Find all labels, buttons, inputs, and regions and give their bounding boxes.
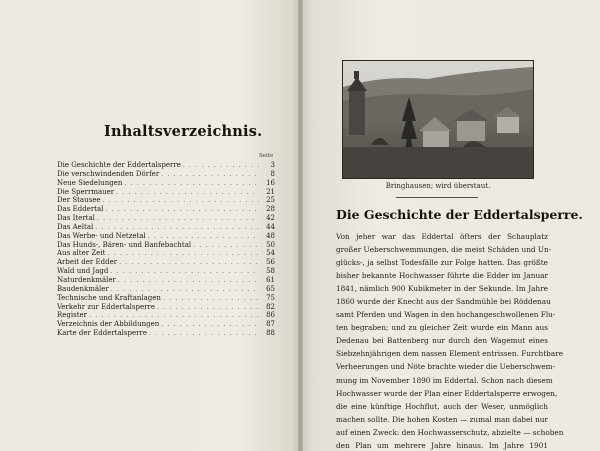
toc-entry-title: Baudenkmäler [57,284,109,293]
toc-leader-dots [105,206,259,215]
photo-caption: Bringhausen; wird überstaut. [385,182,491,190]
toc-entry-title: Verzeichnis der Abbildungen [57,320,160,329]
toc-heading: Inhaltsverzeichnis. [104,123,263,140]
article-line: den Plan um mehrere Jahre hinaus. Im Jahre 1901 [336,440,548,450]
toc-leader-dots [161,171,259,180]
toc-entry-title: Aus alter Zeit [57,249,106,258]
toc-entry-title: Das Itertal [57,214,95,223]
toc-entry-title: Wald und Jagd [57,267,109,276]
article-line: ten begraben; und zu gleicher Zeit wurde ein Mann aus [336,323,548,333]
toc-entry-page: 54 [266,249,275,258]
article-line: bisher bekannte Hochwasser führte die Edder im Januar [336,271,548,281]
toc-leader-dots [157,304,259,313]
toc-entry-page: 88 [266,329,275,338]
village-landscape-photo [342,60,534,179]
article-line: glücks-, ja selbst Todesfälle zur Folge hatten. Das größte [336,258,548,268]
toc-entry-title: Das Werbe- und Netzetal [57,231,146,240]
toc-leader-dots [193,242,259,251]
toc-entry [57,161,275,170]
toc-entry-page: 48 [266,231,275,240]
toc-entry-page: 87 [266,320,275,329]
toc-entry [57,285,275,294]
toc-list [57,161,275,338]
toc-entry [57,232,275,241]
toc-entry-page: 16 [266,178,275,187]
article-line: Verheerungen und Nöte brachte wieder die Ueberschwem- [336,362,556,372]
toc-entry-title: Neue Siedelungen [57,178,123,187]
toc-entry-page: 28 [266,205,275,214]
article-title: Die Geschichte der Eddertalsperre. [336,207,583,222]
toc-entry-page: 56 [266,258,275,267]
article-line: 1841, nämlich 900 Kubikmeter in der Sekunde. Im Jahre [336,284,548,294]
photo-illustration [343,61,533,178]
toc-leader-dots [119,259,259,268]
toc-entry [57,276,275,285]
toc-leader-dots [161,321,259,330]
article-line: machen sollte. Die hohen Kosten — zumal man dabei nur [336,414,548,424]
article-line: Von jeher war das Eddertal öfters der Schauplatz [336,232,548,241]
toc-leader-dots [116,189,259,198]
toc-entry [57,267,275,276]
toc-entry [57,294,275,303]
toc-entry [57,179,275,188]
toc-entry-page: 58 [266,267,275,276]
toc-leader-dots [149,330,259,339]
toc-entry-title: Karte der Eddertalsperre [57,329,147,338]
toc-entry-page: 42 [266,214,275,223]
toc-entry-title: Technische und Kraftanlagen [57,293,161,302]
toc-entry [57,303,275,312]
toc-entry [57,170,275,179]
toc-entry [57,196,275,205]
toc-entry-title: Der Stausee [57,196,101,205]
toc-entry-page: 50 [266,240,275,249]
toc-entry-page: 21 [266,187,275,196]
toc-entry [57,320,275,329]
toc-entry-page: 8 [270,169,275,178]
article-line: Hochwasser wurde der Plan einer Eddertalsperre erwogen, [336,388,558,398]
section-divider [396,197,478,198]
toc-entry [57,329,275,338]
toc-page-column-label: Seite [259,153,274,159]
toc-entry [57,205,275,214]
toc-entry-page: 65 [266,284,275,293]
toc-entry-title: Verkehr zur Eddertalsperre [57,302,155,311]
toc-entry-title: Die Geschichte der Eddertalsperre [57,161,181,169]
toc-leader-dots [110,268,259,277]
article-line: Dedenau bei Battenberg nur durch den Wagemut eines [336,336,548,346]
toc-leader-dots [118,277,259,286]
toc-entry-page: 61 [266,275,275,284]
article-line: mung im November 1890 im Eddertal. Schon nach diesem [336,375,553,385]
toc-entry-page: 82 [266,302,275,311]
toc-entry [57,223,275,232]
article-line: samt Pferden und Wagen in den hochangeschwollenen Flu- [336,310,556,320]
toc-entry-title: Die Sperrmauer [57,187,115,196]
toc-entry [57,249,275,258]
toc-entry [57,241,275,250]
article-line: die eine künftige Hochflut, auch der Weser, unmöglich [336,401,548,411]
toc-entry-title: Das Eddertal [57,205,104,214]
toc-entry-page: 75 [266,293,275,302]
article-body [336,230,564,451]
article-line: großer Ueberschwemmungen, die meist Schäden und Un- [336,245,552,255]
article-line: auf einen Zweck: den Hochwasserschutz, abzielte — schoben [336,427,564,437]
article-line: 1860 wurde der Knecht aus der Sandmühle bei Röddenau [336,297,551,307]
toc-entry-title: Das Aeltal [57,222,94,231]
toc-entry-page: 25 [266,196,275,205]
toc-leader-dots [107,250,259,259]
toc-entry-title: Die verschwindenden Dörfer [57,169,160,178]
toc-leader-dots [163,295,259,304]
toc-entry-page: 3 [270,161,275,169]
toc-entry [57,214,275,223]
toc-entry-title: Register [57,311,88,320]
toc-entry-title: Naturdenkmäler [57,275,116,284]
toc-entry-title: Arbeit der Edder [57,258,118,267]
book-gutter [298,0,303,451]
toc-leader-dots [103,197,260,206]
toc-leader-dots [183,162,259,171]
toc-leader-dots [97,215,259,224]
toc-entry [57,188,275,197]
toc-entry [57,311,275,320]
toc-entry-page: 86 [266,311,275,320]
toc-entry-page: 44 [266,222,275,231]
toc-entry-title: Das Hunds-, Bären- und Banfebachtal [57,240,192,249]
toc-entry [57,258,275,267]
article-line: Siebzehnjährigen dem nassen Element entrissen. Furchtbare [336,349,564,359]
toc-leader-dots [124,180,259,189]
